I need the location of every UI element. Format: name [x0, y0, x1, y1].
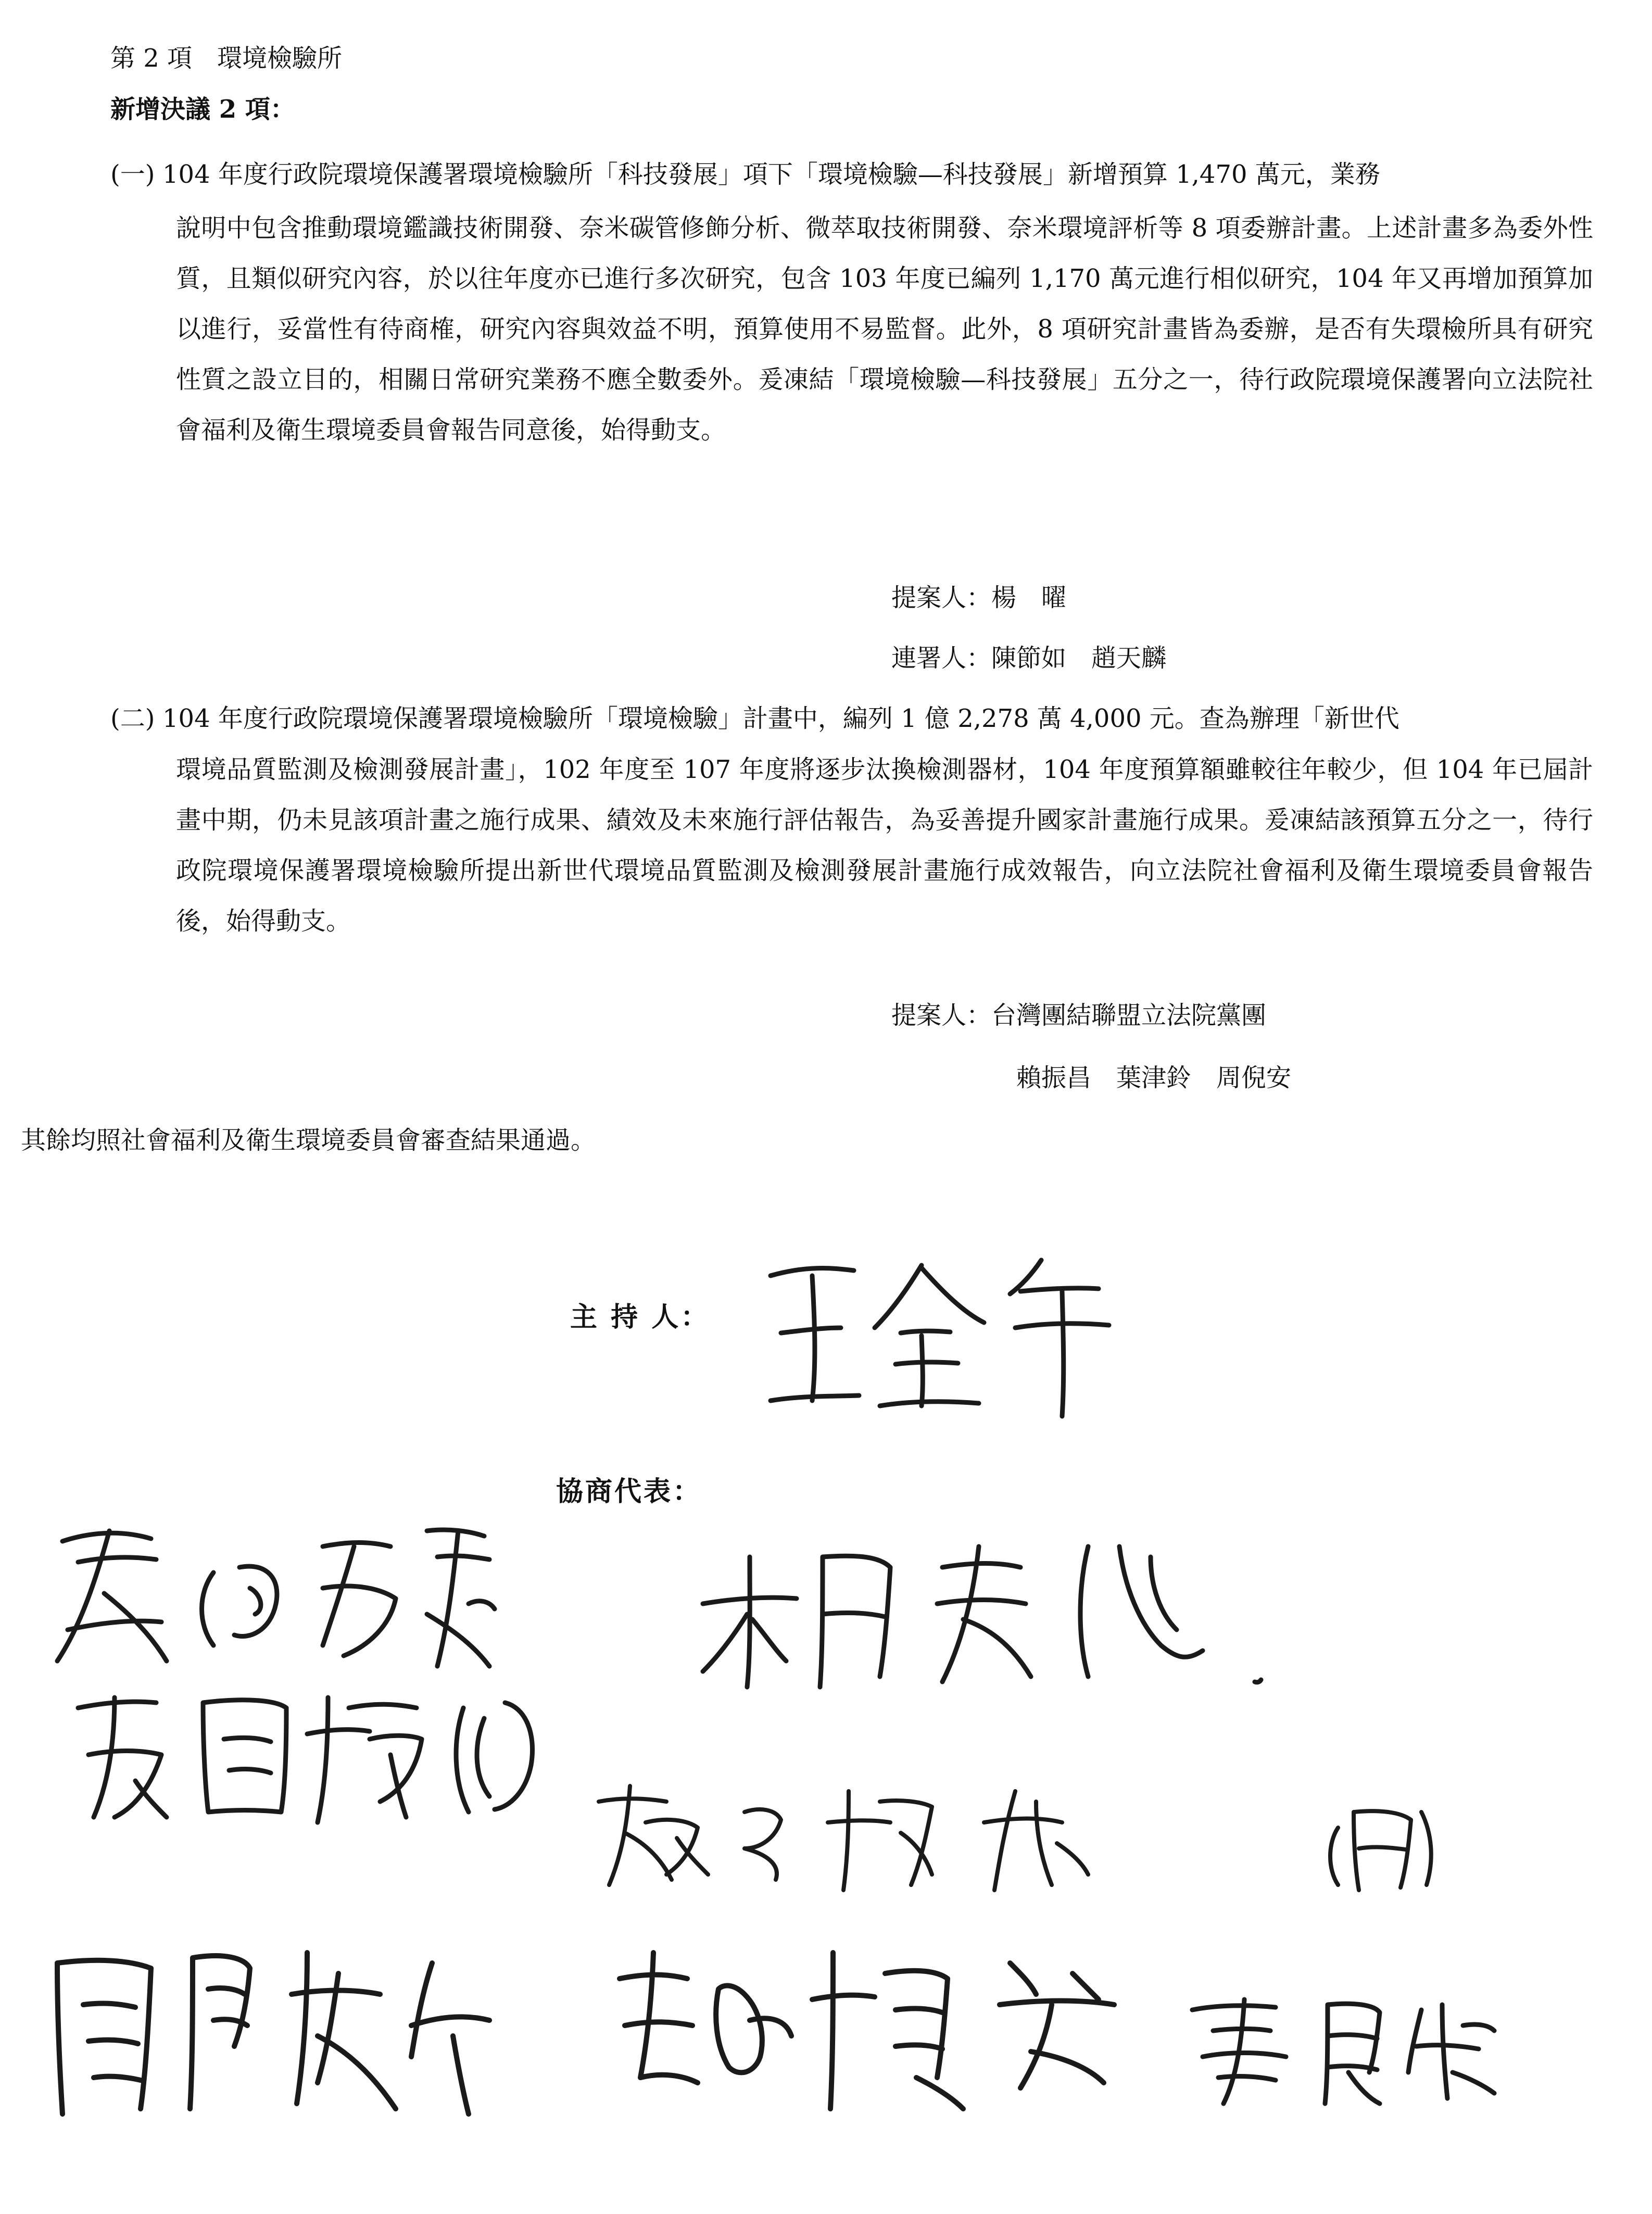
chair-label: 主 持 人： [570, 1301, 710, 1333]
delegates-label: 協商代表： [556, 1476, 702, 1507]
resolution-1-marker: (一) [110, 160, 155, 189]
resolution-2-marker: (二) [110, 704, 155, 733]
resolution-1-first-line: 104 年度行政院環境保護署環境檢驗所「科技發展」項下「環境檢驗—科技發展」新增預算 1,470 萬元，業務 [162, 160, 1380, 189]
resolution-1-body: 說明中包含推動環境鑑識技術開發、奈米碳管修飾分析、微萃取技術開發、奈米環境評析等 8 項委辦計畫。上述計畫多為委外性質，且類似研究內容，於以往年度亦已進行多次研究，包含 103 年度已編列 1,170 萬元進行相似研究，104 年又再增加預算加以進行，妥當性有待商榷，研究內容與效益不明，預算使用不易監督。此外，8 項研究計畫皆為委辦，是否有失環檢所具有研究性質之設立目的，相關日常研究業務不應全數委外。爰凍結「環境檢驗—科技發展」五分之一，待行政院環境保護署向立法院社會福利及衛生環境委員會報告同意後，始得動支。 [176, 213, 1593, 445]
delegate-signature [31, 1510, 500, 1682]
resolution-1-proposer: 提案人：楊 曜 [891, 583, 1067, 612]
resolution-2-body: 環境品質監測及檢測發展計畫」，102 年度至 107 年度將逐步汰換檢測器材，104 年度預算額雖較往年較少，但 104 年已屆計畫中期，仍未見該項計畫之施行成果、績效及未來施行評估報告，為妥善提升國家計畫施行成果。爰凍結該預算五分之一，待行政院環境保護署環境檢驗所提出新世代環境品質監測及檢測發展計畫施行成效報告，向立法院社會福利及衛生環境委員會報告後，始得動支。 [176, 755, 1593, 936]
delegate-signature [57, 1677, 557, 1833]
delegate-signature [604, 1932, 1161, 2130]
delegate-signature [36, 1921, 505, 2130]
delegate-signature [588, 1770, 1447, 1901]
resolution-2-first-line: 104 年度行政院環境保護署環境檢驗所「環境檢驗」計畫中，編列 1 億 2,278 萬 4,000 元。查為辦理「新世代 [162, 704, 1399, 733]
resolution-heading: 新增決議 2 項： [110, 95, 295, 124]
resolution-1-cosigners: 連署人：陳節如 趙天麟 [891, 644, 1167, 673]
item-heading: 第 2 項 環境檢驗所 [110, 44, 343, 73]
delegate-signature [1171, 1979, 1515, 2114]
delegate-signature [692, 1526, 1296, 1697]
resolution-2-cosigners: 賴振昌 葉津鈴 周倪安 [1016, 1063, 1292, 1092]
chair-signature [750, 1244, 1125, 1422]
resolution-2-proposer: 提案人：台灣團結聯盟立法院黨團 [891, 1001, 1267, 1030]
closing-statement: 其餘均照社會福利及衛生環境委員會審查結果通過。 [21, 1126, 596, 1155]
